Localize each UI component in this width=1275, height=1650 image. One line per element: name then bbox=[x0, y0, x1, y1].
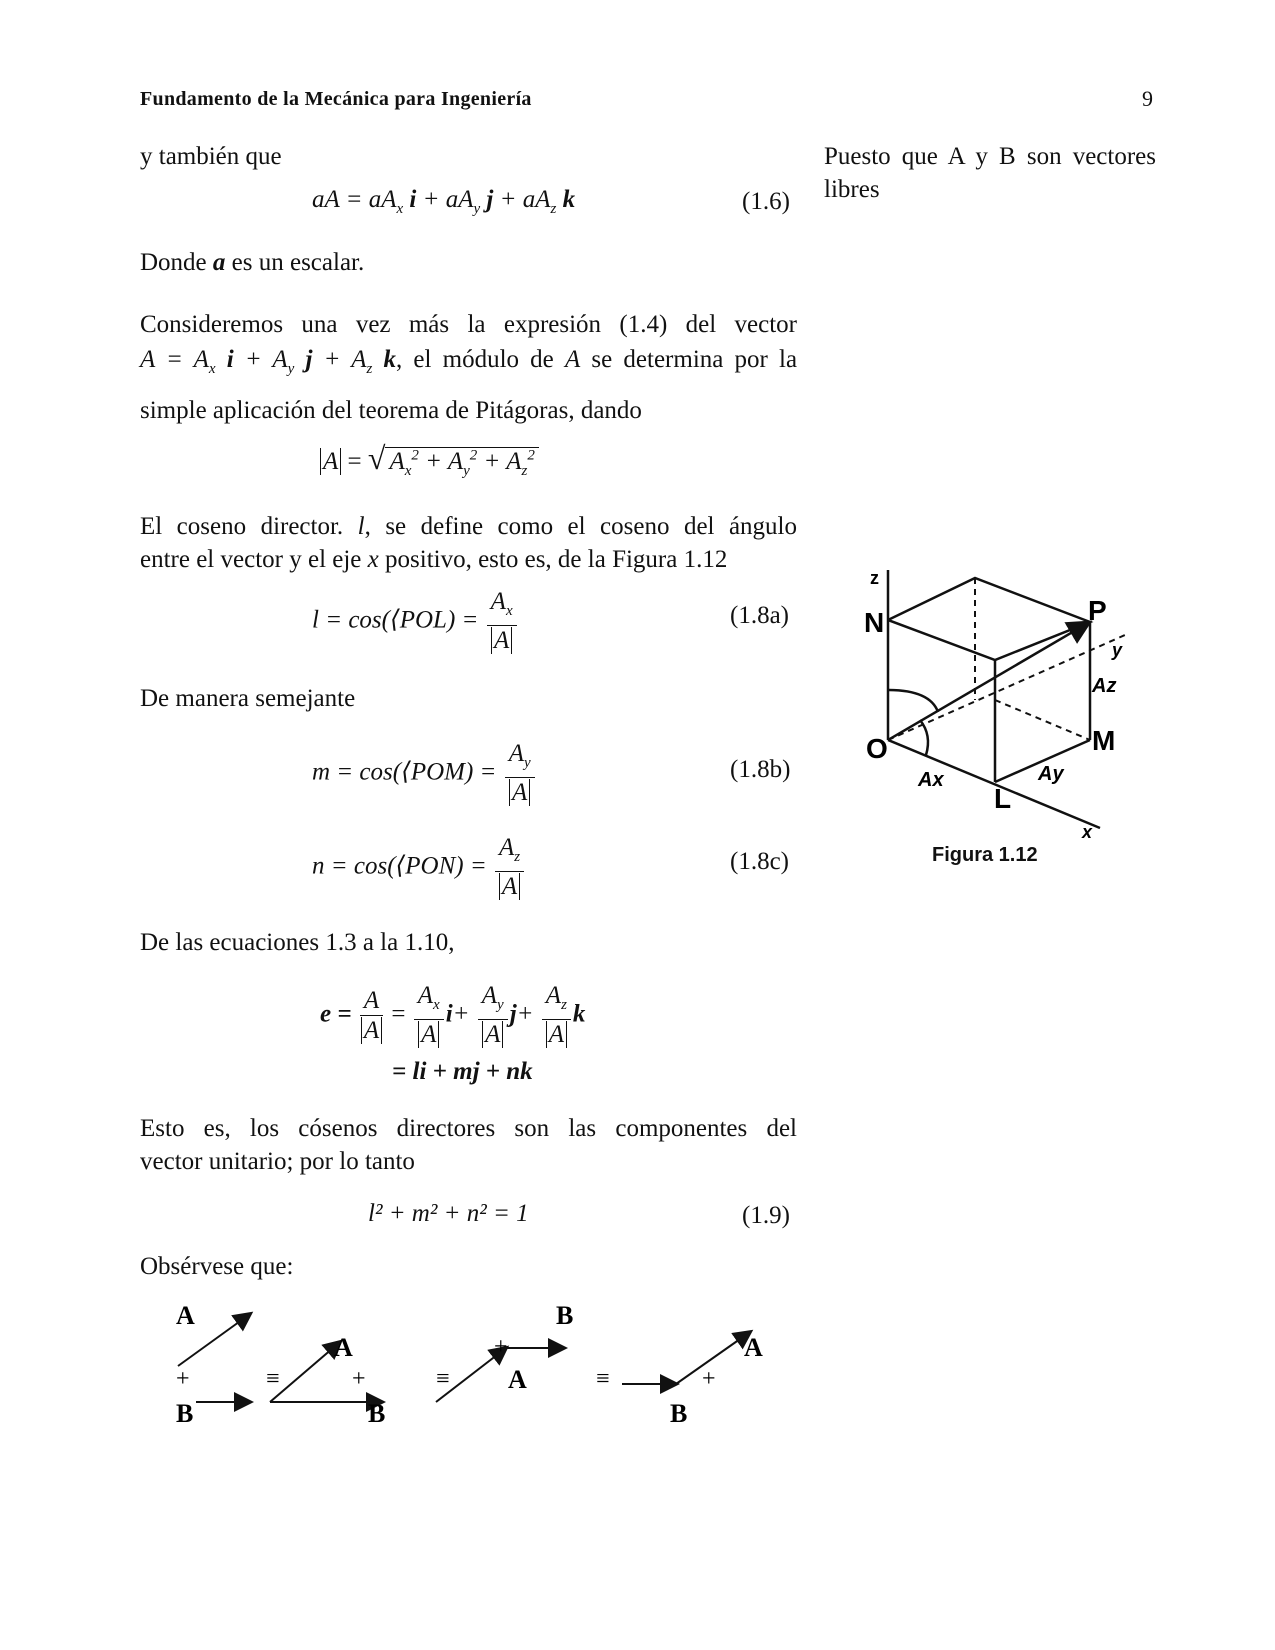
mod-radicand: $A_x^2 + A_y^2 + A_z^2$ bbox=[385, 447, 538, 475]
p3-i: i bbox=[226, 346, 234, 373]
p3-expr: A = A bbox=[140, 346, 209, 373]
paragraph-observe: Obsérvese que: bbox=[140, 1253, 294, 1280]
label-n: N bbox=[864, 607, 885, 638]
equation-1-8a bbox=[312, 588, 519, 656]
equation-unit-vector-line2: = li + mj + nk bbox=[392, 1058, 533, 1085]
eq-1-8a-num: A bbox=[490, 588, 506, 615]
paragraph-intro: y también que bbox=[140, 143, 282, 170]
diag-label-b-3: B bbox=[556, 1301, 574, 1330]
p4-text-c: , se define como el coseno del ángulo bbox=[364, 513, 797, 540]
paragraph-modulus bbox=[140, 308, 797, 427]
label-ax: Ax bbox=[918, 769, 944, 791]
eq-1-6-sub-x: x bbox=[396, 201, 404, 217]
equation-1-8c bbox=[312, 834, 526, 902]
label-p: P bbox=[1088, 595, 1107, 626]
diag-label-b-2: B bbox=[368, 1399, 386, 1428]
p7-line1: Esto es, los cósenos directores son las componentes del bbox=[140, 1115, 797, 1142]
eq-tag-1-8a: (1.8a) bbox=[730, 602, 789, 629]
p3-line1: Consideremos una vez más la expresión (1.4) del vector bbox=[140, 311, 797, 338]
eq-1-6-i: i bbox=[409, 186, 417, 213]
equation-1-8b bbox=[312, 740, 537, 808]
eq-1-8c-lhs: n = cos(⟨PON) = bbox=[312, 852, 487, 880]
equation-1-9: l² + m² + n² = 1 bbox=[368, 1200, 529, 1227]
paragraph-similarly: De manera semejante bbox=[140, 685, 356, 712]
label-y: y bbox=[1112, 640, 1123, 660]
label-az: Az bbox=[1092, 675, 1117, 697]
hidden-edge-om bbox=[995, 700, 1090, 740]
cube-top-face bbox=[888, 578, 1090, 660]
diag-plus-3: + bbox=[494, 1334, 508, 1360]
diag-label-a-3: A bbox=[508, 1365, 527, 1394]
equation-unit-vector: e = $\frac{A}{A}$ = $\frac{A_x}{A}$ i+ $\frac{A_y}{A}$ j+ $\frac{A_z}{A}$ k bbox=[320, 982, 586, 1048]
label-ay: Ay bbox=[1038, 763, 1064, 785]
eq-1-8a-den: A bbox=[491, 627, 512, 654]
diag-label-b-4: B bbox=[670, 1399, 688, 1428]
diag-label-b-1: B bbox=[176, 1399, 194, 1428]
op-vector bbox=[888, 623, 1088, 740]
mod-lhs: A bbox=[320, 448, 341, 475]
p2-text-c: es un escalar. bbox=[231, 249, 365, 276]
paragraph-direction-cosine bbox=[140, 510, 797, 576]
diag-equiv-1: ≡ bbox=[266, 1366, 280, 1392]
eq-1-6-term2: + aA bbox=[422, 186, 474, 213]
side-note bbox=[824, 140, 1156, 206]
p3-line2: $A = A_x$ $i + A_y$ $j + A_z$ k, el módulo de A se determina por la bbox=[140, 346, 798, 377]
angle-arc-1 bbox=[888, 690, 938, 712]
p3-text-c: se determina por la bbox=[591, 346, 798, 373]
p7-line2: vector unitario; por lo tanto bbox=[140, 1148, 415, 1175]
p3-k: k bbox=[383, 346, 397, 373]
equation-modulus: A = √ $A_x^2 + A_y^2 + A_z^2$ bbox=[320, 440, 539, 480]
diag-plus-1: + bbox=[176, 1366, 190, 1392]
paragraph-scalar bbox=[140, 246, 364, 279]
p3-j: j bbox=[305, 346, 313, 373]
eq-1-8a-lhs: l = cos(⟨POL) = bbox=[312, 606, 479, 634]
eq-1-8b-sub: y bbox=[523, 755, 531, 771]
equation-1-6 bbox=[312, 186, 575, 218]
eq-1-6-lhs: aA = aA bbox=[312, 186, 397, 213]
label-m: M bbox=[1092, 725, 1116, 756]
p4-text-f: positivo, esto es, de la Figura 1.12 bbox=[385, 546, 728, 573]
side-note-text: Puesto que A y B son vectores libres bbox=[824, 143, 1156, 203]
diag-plus-4: + bbox=[702, 1366, 716, 1392]
diag-equiv-3: ≡ bbox=[596, 1366, 610, 1392]
label-o: O bbox=[866, 733, 888, 764]
eq-tag-1-9: (1.9) bbox=[742, 1202, 790, 1229]
eq-1-8b-num: A bbox=[508, 740, 524, 767]
eq-1-8c-num: A bbox=[498, 834, 515, 861]
p4-x: x bbox=[367, 546, 379, 573]
diag-label-a-2: A bbox=[334, 1333, 353, 1362]
eq-tag-1-6: (1.6) bbox=[742, 188, 790, 215]
vec-a-2 bbox=[270, 1342, 340, 1402]
p3-sub-y: y bbox=[287, 361, 295, 377]
p2-text-a: Donde bbox=[140, 249, 207, 276]
eq-1-8b-den: A bbox=[509, 779, 530, 806]
p4-line1 bbox=[140, 510, 797, 543]
page-number: 9 bbox=[1142, 86, 1153, 111]
eq-1-8a-sub: x bbox=[505, 603, 513, 619]
p3-sub-x: x bbox=[208, 361, 216, 377]
label-l: L bbox=[994, 783, 1012, 814]
running-header-title: Fundamento de la Mecánica para Ingeniería bbox=[140, 88, 532, 110]
eq-1-8c-sub: z bbox=[514, 849, 521, 865]
unit-eq-lhs: e = bbox=[320, 1000, 352, 1028]
paragraph-equations-range: De las ecuaciones 1.3 a la 1.10, bbox=[140, 929, 455, 956]
eq-tag-1-8b: (1.8b) bbox=[730, 756, 791, 783]
diag-label-a-4: A bbox=[744, 1333, 763, 1362]
diag-label-a-1: A bbox=[176, 1301, 195, 1330]
eq-1-6-j: j bbox=[486, 186, 494, 213]
eq-1-6-term3: + aA bbox=[499, 186, 551, 213]
p4-l: l bbox=[357, 513, 365, 540]
figure-1-12-diagram bbox=[860, 560, 1130, 850]
p3-A: A bbox=[564, 346, 581, 373]
label-z: z bbox=[870, 568, 879, 588]
eq-1-6-sub-z: z bbox=[550, 201, 557, 217]
p2-scalar-a: a bbox=[212, 249, 226, 276]
mod-eq-sign: = bbox=[347, 448, 362, 475]
p3-sub-z: z bbox=[366, 361, 373, 377]
p4-text-d: entre el vector y el eje bbox=[140, 546, 362, 573]
eq-1-8c-den: A bbox=[499, 873, 520, 900]
p4-text-a: El coseno director. bbox=[140, 513, 344, 540]
eq-tag-1-8c: (1.8c) bbox=[730, 848, 789, 875]
figure-caption: Figura 1.12 bbox=[932, 844, 1038, 866]
p4-line2 bbox=[140, 543, 797, 576]
vector-addition-diagram bbox=[160, 1300, 800, 1430]
eq-1-6-k: k bbox=[562, 186, 576, 213]
label-x: x bbox=[1082, 822, 1093, 842]
diag-equiv-2: ≡ bbox=[436, 1366, 450, 1392]
eq-1-8b-lhs: m = cos(⟨POM) = bbox=[312, 758, 497, 786]
paragraph-unit-components bbox=[140, 1112, 797, 1178]
p3-line3: simple aplicación del teorema de Pitágoras, dando bbox=[140, 397, 642, 424]
p3-text-b: , el módulo de bbox=[396, 346, 554, 373]
diag-plus-2: + bbox=[352, 1366, 366, 1392]
eq-1-6-sub-y: y bbox=[473, 201, 481, 217]
